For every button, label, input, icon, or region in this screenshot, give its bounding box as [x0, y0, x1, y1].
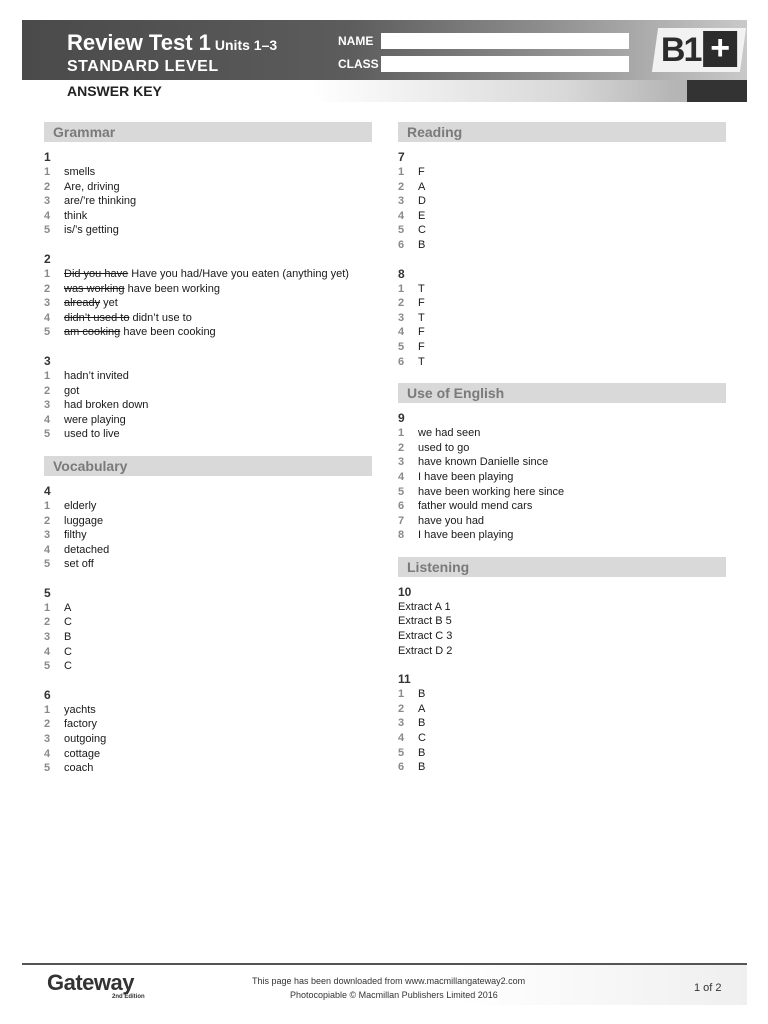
item-number: 5 — [398, 224, 405, 237]
left-column — [44, 122, 372, 790]
answer-row — [398, 528, 726, 543]
answer-row — [398, 194, 726, 209]
answer-text: B — [418, 746, 426, 759]
answer-text: were playing — [64, 413, 126, 426]
item-number: 1 — [398, 427, 405, 440]
section-heading: Listening — [398, 557, 726, 577]
answer-section — [398, 557, 726, 775]
answer-text: cottage — [64, 747, 101, 760]
answer-text: filthy — [64, 529, 87, 542]
answer-text: is/’s getting — [64, 224, 119, 237]
item-number: 4 — [398, 209, 405, 222]
test-units: Units 1–3 — [214, 37, 278, 53]
answer-row — [44, 747, 372, 762]
right-column — [398, 122, 726, 789]
answer-text: hadn’t invited — [64, 369, 129, 382]
answer-row — [44, 543, 372, 558]
answer-text: A — [418, 180, 426, 193]
answer-row — [398, 455, 726, 470]
answer-row — [44, 311, 372, 326]
exercise — [44, 354, 372, 442]
answer-row — [398, 165, 726, 180]
item-number: 3 — [44, 399, 51, 412]
exercise-number: 8 — [398, 266, 405, 281]
answer-text: detached — [64, 543, 110, 556]
answer-text: used to go — [418, 441, 470, 454]
answer-line: Extract C 3 — [398, 630, 453, 643]
answer-row — [398, 470, 726, 485]
item-number: 5 — [44, 326, 51, 339]
exercise — [44, 586, 372, 674]
answer-text: have been cooking — [123, 326, 216, 339]
item-number: 2 — [44, 384, 51, 397]
exercise — [398, 585, 726, 658]
answer-row — [398, 311, 726, 326]
exercise — [44, 688, 372, 776]
item-number: 1 — [398, 282, 405, 295]
answer-text: have been working — [127, 282, 220, 295]
item-number: 5 — [44, 660, 51, 673]
item-number: 6 — [398, 355, 405, 368]
answer-row — [398, 426, 726, 441]
answer-row — [44, 615, 372, 630]
section-heading: Grammar — [44, 122, 372, 142]
answer-line: Extract B 5 — [398, 615, 452, 628]
answer-row — [44, 499, 372, 514]
item-number: 1 — [44, 267, 51, 280]
item-number: 2 — [44, 718, 51, 731]
answer-text: have been working here since — [418, 485, 565, 498]
section-heading: Use of English — [398, 383, 726, 403]
edition-label: 2nd Edition — [112, 994, 145, 1000]
answer-text: yachts — [64, 703, 96, 716]
struck-text: Did you have — [64, 267, 129, 280]
answer-text: outgoing — [64, 733, 107, 746]
answer-text: luggage — [64, 514, 104, 527]
item-number: 5 — [44, 558, 51, 571]
download-note: This page has been downloaded from www.macmillangateway2.com — [252, 976, 526, 986]
exercise — [398, 267, 726, 370]
answer-text: F — [418, 340, 425, 353]
answer-row — [398, 209, 726, 224]
item-number: 1 — [44, 369, 51, 382]
page-header — [22, 20, 747, 102]
exercise-number: 9 — [398, 411, 405, 426]
struck-text: am cooking — [64, 326, 121, 339]
item-number: 3 — [44, 733, 51, 746]
answer-text: I have been playing — [418, 529, 514, 542]
answer-text: B — [418, 688, 426, 701]
answer-text: C — [64, 645, 72, 658]
answer-row — [44, 761, 372, 776]
answer-row — [44, 369, 372, 384]
answer-row — [398, 687, 726, 702]
answer-line: Extract D 2 — [398, 644, 453, 657]
class-field[interactable] — [381, 56, 629, 72]
answer-section — [44, 456, 372, 776]
item-number: 1 — [398, 166, 405, 178]
answer-row — [44, 427, 372, 442]
answer-text: C — [64, 660, 72, 673]
answer-row — [398, 716, 726, 731]
item-number: 3 — [398, 456, 405, 469]
answer-text: T — [418, 355, 425, 368]
answer-text: T — [418, 282, 425, 295]
test-level: STANDARD LEVEL — [67, 58, 219, 75]
section-heading: Vocabulary — [44, 456, 372, 476]
answer-text: I have been playing — [418, 470, 514, 483]
badge-plus: + — [703, 31, 737, 67]
exercise-number: 1 — [44, 150, 51, 164]
answer-text: F — [418, 326, 425, 339]
copyright-note: Photocopiable © Macmillan Publishers Limited 2016 — [290, 990, 498, 1000]
item-number: 4 — [44, 747, 51, 760]
item-number: 8 — [398, 529, 405, 542]
item-number: 4 — [44, 413, 51, 426]
item-number: 4 — [44, 645, 51, 658]
item-number: 5 — [398, 485, 405, 498]
answer-text: B — [64, 631, 72, 644]
answer-text: coach — [64, 762, 94, 775]
exercise-number: 2 — [44, 251, 51, 266]
item-number: 3 — [398, 311, 405, 324]
name-label: NAME — [338, 34, 374, 48]
item-number: 4 — [398, 470, 405, 483]
answer-section — [44, 122, 372, 442]
answer-text: T — [418, 311, 425, 324]
answer-row — [44, 282, 372, 297]
answer-row — [44, 528, 372, 543]
answer-row — [398, 499, 726, 514]
item-number: 3 — [398, 195, 405, 208]
item-number: 4 — [44, 311, 51, 324]
exercise — [398, 150, 726, 253]
answer-text: have known Danielle since — [418, 456, 549, 469]
answer-row — [398, 485, 726, 500]
answer-text: set off — [64, 558, 94, 571]
answer-row — [398, 731, 726, 746]
answer-row — [44, 384, 372, 399]
answer-row — [398, 325, 726, 340]
item-number: 2 — [44, 282, 51, 295]
answer-text: are/’re thinking — [64, 195, 137, 208]
answer-text: Are, driving — [64, 180, 120, 193]
answer-row — [44, 296, 372, 311]
answer-key-label: ANSWER KEY — [67, 83, 162, 99]
item-number: 5 — [44, 428, 51, 441]
answer-row — [44, 645, 372, 660]
answer-row — [398, 746, 726, 761]
answer-text: D — [418, 195, 426, 208]
item-number: 3 — [44, 195, 51, 208]
answer-row — [44, 514, 372, 529]
item-number: 2 — [398, 297, 405, 310]
item-number: 4 — [398, 732, 405, 745]
item-number: 3 — [44, 297, 51, 310]
exercise-number: 11 — [398, 672, 411, 687]
answer-text: we had seen — [418, 427, 481, 440]
answer-row — [44, 209, 372, 224]
answer-text: father would mend cars — [418, 500, 533, 513]
item-number: 6 — [398, 238, 405, 251]
answer-text: A — [418, 702, 426, 715]
badge-level: B1 — [660, 31, 701, 69]
exercise — [44, 484, 372, 572]
answer-text: smells — [64, 166, 96, 178]
answer-line: Extract A 1 — [398, 600, 451, 613]
answer-row — [44, 557, 372, 572]
answer-text: used to live — [64, 428, 120, 441]
header-bar-accent — [687, 80, 747, 102]
exercise-number: 7 — [398, 150, 405, 164]
item-number: 3 — [44, 529, 51, 542]
exercise-number: 4 — [44, 483, 51, 498]
answer-text: yet — [103, 297, 118, 310]
answer-row — [44, 717, 372, 732]
answer-row — [398, 514, 726, 529]
item-number: 1 — [44, 499, 51, 512]
exercise — [44, 252, 372, 340]
struck-text: was working — [64, 282, 125, 295]
answer-text: E — [418, 209, 426, 222]
item-number: 1 — [398, 688, 405, 701]
answer-row — [398, 223, 726, 238]
test-title: Review Test 1 Units 1–3 — [67, 30, 278, 55]
answer-text: got — [64, 384, 80, 397]
item-number: 1 — [44, 166, 51, 178]
item-number: 6 — [398, 500, 405, 513]
answer-text: think — [64, 209, 88, 222]
section-heading: Reading — [398, 122, 726, 142]
item-number: 2 — [44, 616, 51, 629]
item-number: 2 — [398, 180, 405, 193]
exercise — [44, 150, 372, 238]
item-number: 7 — [398, 514, 405, 527]
item-number: 2 — [398, 702, 405, 715]
answer-text: C — [418, 224, 426, 237]
answer-row — [44, 659, 372, 674]
answer-text: B — [418, 238, 426, 251]
answer-row — [44, 194, 372, 209]
answer-text: had broken down — [64, 399, 149, 412]
answer-text: C — [64, 616, 72, 629]
exercise — [398, 411, 726, 543]
item-number: 5 — [44, 762, 51, 775]
answer-text: C — [418, 732, 426, 745]
answer-row — [44, 601, 372, 616]
name-field[interactable] — [381, 33, 629, 49]
item-number: 2 — [398, 441, 405, 454]
answer-row — [398, 702, 726, 717]
level-badge — [652, 28, 746, 72]
answer-text: F — [418, 166, 425, 178]
exercise-number: 3 — [44, 353, 51, 368]
answer-row — [44, 267, 372, 282]
answer-row — [44, 703, 372, 718]
answer-text: factory — [64, 718, 98, 731]
class-label: CLASS — [338, 57, 379, 71]
answer-row — [44, 165, 372, 180]
exercise-number: 5 — [44, 585, 51, 600]
answer-row — [398, 180, 726, 195]
answer-row — [44, 223, 372, 238]
exercise — [398, 672, 726, 775]
item-number: 4 — [398, 326, 405, 339]
answer-row — [398, 340, 726, 355]
gateway-logo: Gateway — [47, 970, 134, 995]
answer-text: Have you had/Have you eaten (anything yet) — [131, 267, 349, 280]
exercise-number: 10 — [398, 584, 412, 599]
answer-row — [44, 732, 372, 747]
item-number: 4 — [44, 543, 51, 556]
item-number: 5 — [398, 340, 405, 353]
item-number: 1 — [44, 703, 51, 716]
answer-text: F — [418, 297, 425, 310]
item-number: 6 — [398, 761, 405, 774]
answer-row — [398, 760, 726, 775]
answer-text: B — [418, 761, 426, 774]
answer-row — [44, 413, 372, 428]
item-number: 3 — [398, 717, 405, 730]
answer-text: A — [64, 601, 72, 614]
answer-row — [44, 180, 372, 195]
item-number: 5 — [44, 224, 51, 237]
answer-section — [398, 383, 726, 543]
answer-row — [398, 296, 726, 311]
answer-row — [398, 441, 726, 456]
answer-row — [398, 282, 726, 297]
answer-text: have you had — [418, 514, 485, 527]
answer-text: didn’t use to — [132, 311, 192, 324]
item-number: 4 — [44, 209, 51, 222]
answer-row — [398, 238, 726, 253]
answer-row — [398, 355, 726, 370]
answer-text: elderly — [64, 499, 97, 512]
page-number: 1 of 2 — [694, 982, 722, 994]
item-number: 5 — [398, 746, 405, 759]
exercise-number: 6 — [44, 687, 51, 702]
answer-row — [44, 398, 372, 413]
answer-row — [44, 325, 372, 340]
answer-section — [398, 122, 726, 369]
item-number: 1 — [44, 601, 51, 614]
struck-text: already — [64, 297, 101, 310]
item-number: 2 — [44, 180, 51, 193]
struck-text: didn’t used to — [64, 311, 130, 324]
item-number: 3 — [44, 631, 51, 644]
item-number: 2 — [44, 514, 51, 527]
answer-text: B — [418, 717, 426, 730]
answer-row — [44, 630, 372, 645]
